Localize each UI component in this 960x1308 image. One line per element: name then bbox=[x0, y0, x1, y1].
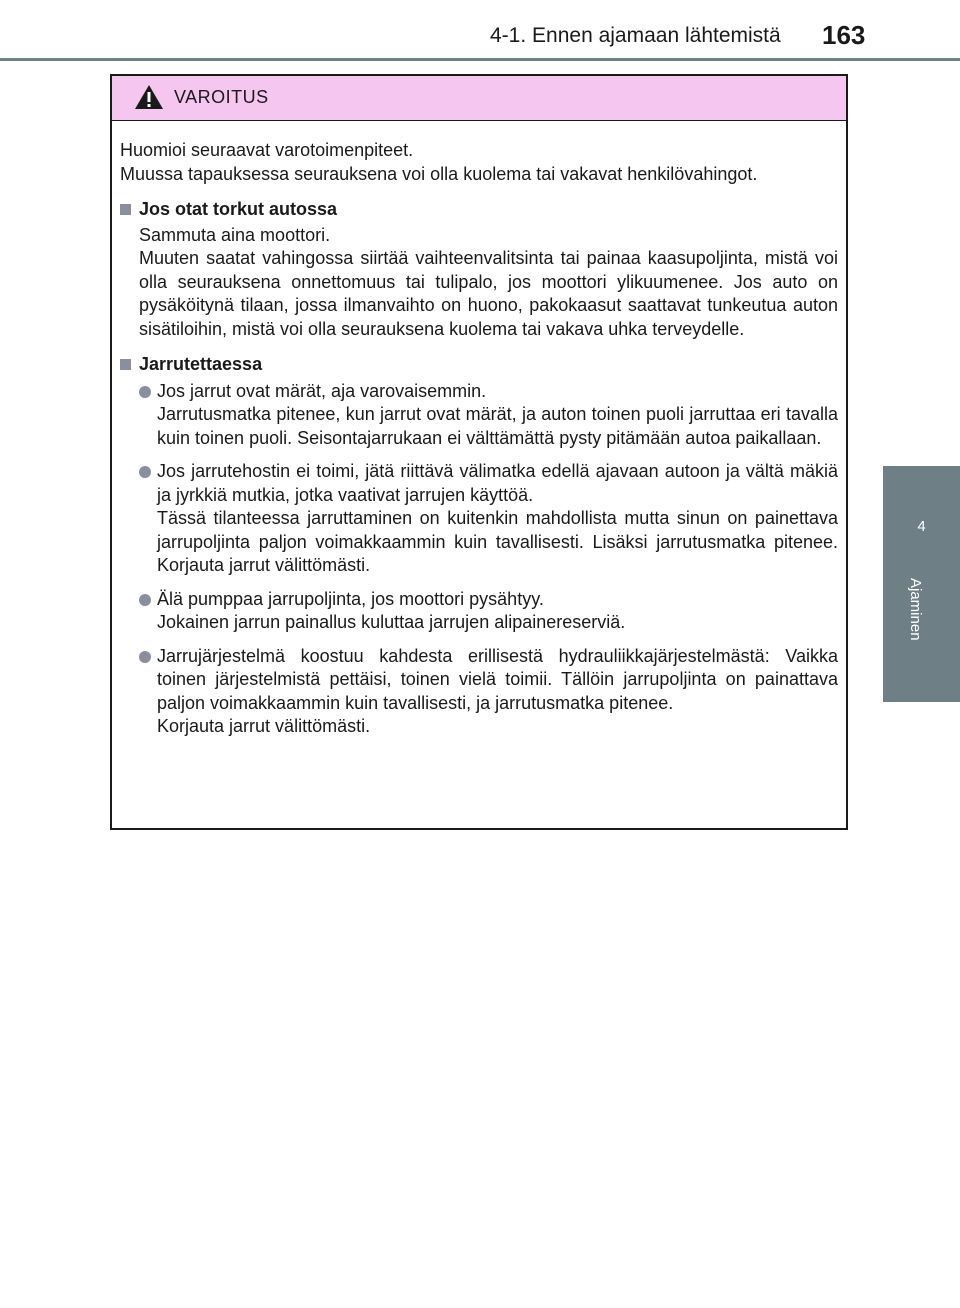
list-item bbox=[139, 588, 838, 635]
bullet-lead: Jarrujärjestelmä koostuu kahdesta erillisestä hydrauliikkajärjestelmästä: Vaikka toinen järjestelmistä pettäisi, toinen vielä toimii. Tällöin jarrupoljinta on painattava paljon voimakkaammin kuin tavallisesti, ja jarrutusmatka pitenee. bbox=[157, 645, 838, 713]
circle-bullet-icon bbox=[139, 651, 151, 663]
section-heading-text: Jarrutettaessa bbox=[139, 354, 263, 374]
list-item bbox=[139, 380, 838, 451]
header-divider bbox=[0, 58, 960, 61]
list-item bbox=[139, 645, 838, 739]
bullet-lead: Älä pumppaa jarrupoljinta, jos moottori pysähtyy. bbox=[157, 588, 544, 609]
section-title: 4-1. Ennen ajamaan lähtemistä bbox=[490, 24, 781, 47]
page-number: 163 bbox=[822, 20, 866, 50]
square-bullet-icon bbox=[120, 359, 131, 370]
section-content-torkut bbox=[120, 224, 838, 342]
section-heading-text: Jos otat torkut autossa bbox=[139, 199, 338, 219]
intro-line-1: Huomioi seuraavat varotoimenpiteet. bbox=[120, 140, 414, 160]
bullet-detail: Tässä tilanteessa jarruttaminen on kuitenkin mahdollista mutta sinun on painettava jarrupoljinta paljon voimakkaammin kuin tavallisesti. Lisäksi jarrutusmatka pitenee. Korjauta jarrut välittömästi. bbox=[157, 508, 838, 575]
bullet-detail: Jokainen jarrun painallus kuluttaa jarrujen alipainereserviä. bbox=[157, 612, 626, 632]
circle-bullet-icon bbox=[139, 386, 151, 398]
section-heading-jarrutettaessa bbox=[120, 353, 838, 377]
square-bullet-icon bbox=[120, 204, 131, 215]
paragraph: Muuten saatat vahingossa siirtää vaihteenvalitsinta tai painaa kaasupoljinta, mistä voi olla seurauksena onnettomuus tai tulipalo, jos moottori ylikuumenee. Jos auto on pysäköitynä tilaan, jossa ilmanvaihto on huono, pakokaasut saattavat tunkeutua auton sisätiloihin, mistä voi olla seurauksena kuolema tai vakava uhka terveydelle. bbox=[139, 248, 838, 339]
list-item bbox=[139, 460, 838, 578]
warning-triangle-icon bbox=[134, 84, 164, 110]
section-heading-torkut bbox=[120, 198, 838, 222]
warning-box bbox=[110, 74, 848, 830]
bullet-lead: Jos jarrut ovat märät, aja varovaisemmin. bbox=[157, 380, 487, 401]
warning-body bbox=[112, 121, 846, 739]
paragraph-line: Sammuta aina moottori. bbox=[139, 224, 331, 245]
section-content-jarrutettaessa bbox=[120, 380, 838, 739]
circle-bullet-icon bbox=[139, 594, 151, 606]
warning-header bbox=[112, 76, 846, 121]
bullet-lead: Jos jarrutehostin ei toimi, jätä riittävä välimatka edellä ajavaan autoon ja vältä mäkiä ja jyrkkiä mutkia, jotka vaativat jarrujen käyttöä. bbox=[157, 461, 838, 505]
chapter-label: Ajaminen bbox=[907, 578, 924, 641]
intro-line-2: Muussa tapauksessa seurauksena voi olla kuolema tai vakavat henkilövahingot. bbox=[120, 163, 758, 184]
chapter-number: 4 bbox=[917, 518, 926, 535]
bullet-detail: Korjauta jarrut välittömästi. bbox=[157, 716, 371, 736]
warning-title: VAROITUS bbox=[174, 87, 269, 107]
bullet-detail: Jarrutusmatka pitenee, kun jarrut ovat märät, ja auton toinen puoli jarruttaa eri tavalla kuin toinen puoli. Seisontajarrukaan ei välttämättä pysty pitämään autoa paikallaan. bbox=[157, 404, 838, 448]
circle-bullet-icon bbox=[139, 466, 151, 478]
chapter-tab bbox=[883, 466, 960, 702]
